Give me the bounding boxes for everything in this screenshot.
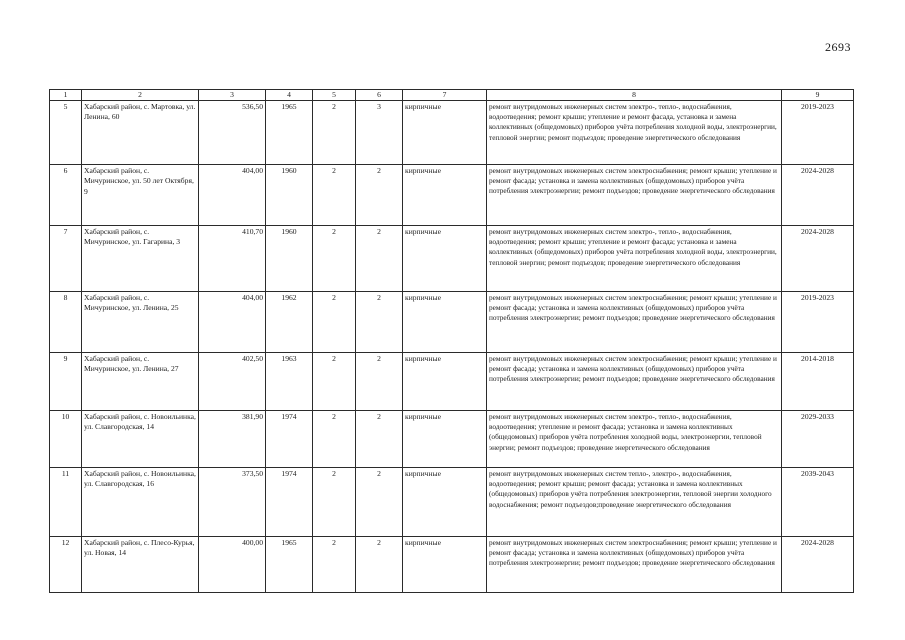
repair-works-cell: ремонт внутридомовых инженерных систем тепло-, электро-, водоснабжения, водоотведения; ремонт крыши; ремонт фасада; установка и замена коллективных (общедомовых) приборов учёта потребления электроэнергии, тепловой энергии холодного водоснабжения; ремонт подъездов;проведение энергетического обследования: [487, 468, 782, 537]
column-header: 6: [356, 90, 403, 101]
address-cell: Хабарский район, с. Мичуринское, ул. Гагарина, 3: [82, 226, 199, 292]
housing-repair-table: [49, 89, 854, 593]
period-cell: 2024-2028: [782, 226, 854, 292]
period-cell: 2029-2033: [782, 411, 854, 468]
period-cell: 2019-2023: [782, 101, 854, 165]
row-number: 9: [50, 353, 82, 411]
address-cell: Хабарский район, с. Мартовка, ул. Ленина, 60: [82, 101, 199, 165]
repair-works-cell: ремонт внутридомовых инженерных систем электро-, тепло-, водоснабжения, водоотведения; ремонт крыши; утепление и ремонт фасада; установка и замена коллективных (общедомовых) приборов учёта потребления холодной воды, электроэнергии, тепловой энергии; ремонт подъездов; проведение энергетического обследования: [487, 226, 782, 292]
period-cell: 2024-2028: [782, 537, 854, 593]
period-cell: 2014-2018: [782, 353, 854, 411]
material-cell: кирпичные: [403, 468, 487, 537]
entrances-cell: 2: [356, 537, 403, 593]
table-row: [50, 411, 854, 468]
column-header: 7: [403, 90, 487, 101]
floors-cell: 2: [313, 101, 356, 165]
floors-cell: 2: [313, 292, 356, 353]
floors-cell: 2: [313, 468, 356, 537]
entrances-cell: 2: [356, 353, 403, 411]
period-cell: 2039-2043: [782, 468, 854, 537]
row-number: 6: [50, 165, 82, 226]
area-cell: 410,70: [199, 226, 266, 292]
period-cell: 2019-2023: [782, 292, 854, 353]
area-cell: 404,00: [199, 165, 266, 226]
floors-cell: 2: [313, 226, 356, 292]
floors-cell: 2: [313, 411, 356, 468]
entrances-cell: 2: [356, 226, 403, 292]
floors-cell: 2: [313, 353, 356, 411]
entrances-cell: 2: [356, 165, 403, 226]
period-cell: 2024-2028: [782, 165, 854, 226]
area-cell: 402,50: [199, 353, 266, 411]
year-cell: 1965: [266, 537, 313, 593]
repair-works-cell: ремонт внутридомовых инженерных систем электроснабжения; ремонт крыши; утепление и ремонт фасада; установка и замена коллективных (общедомовых) приборов учёта потребления электроэнергии; ремонт подъездов; проведение энергетического обследования: [487, 165, 782, 226]
repair-works-cell: ремонт внутридомовых инженерных систем электроснабжения; ремонт крыши; утепление и ремонт фасада; установка и замена коллективных (общедомовых) приборов учёта потребления электроэнергии; ремонт подъездов; проведение энергетического обследования: [487, 537, 782, 593]
row-number: 7: [50, 226, 82, 292]
material-cell: кирпичные: [403, 537, 487, 593]
address-cell: Хабарский район, с. Мичуринское, ул. Ленина, 27: [82, 353, 199, 411]
address-cell: Хабарский район, с. Мичуринское, ул. Ленина, 25: [82, 292, 199, 353]
floors-cell: 2: [313, 537, 356, 593]
floors-cell: 2: [313, 165, 356, 226]
material-cell: кирпичные: [403, 353, 487, 411]
table-row: [50, 165, 854, 226]
material-cell: кирпичные: [403, 101, 487, 165]
year-cell: 1974: [266, 411, 313, 468]
entrances-cell: 3: [356, 101, 403, 165]
table-row: [50, 101, 854, 165]
row-number: 10: [50, 411, 82, 468]
row-number: 12: [50, 537, 82, 593]
entrances-cell: 2: [356, 411, 403, 468]
row-number: 11: [50, 468, 82, 537]
entrances-cell: 2: [356, 292, 403, 353]
address-cell: Хабарский район, с. Плесо-Курья, ул. Новая, 14: [82, 537, 199, 593]
address-cell: Хабарский район, с. Мичуринское, ул. 50 лет Октября, 9: [82, 165, 199, 226]
column-header: 5: [313, 90, 356, 101]
material-cell: кирпичные: [403, 411, 487, 468]
column-header: 8: [487, 90, 782, 101]
year-cell: 1965: [266, 101, 313, 165]
column-number-header-row: [50, 90, 854, 101]
year-cell: 1960: [266, 226, 313, 292]
table-row: [50, 353, 854, 411]
year-cell: 1974: [266, 468, 313, 537]
area-cell: 404,00: [199, 292, 266, 353]
table-row: [50, 226, 854, 292]
table-row: [50, 468, 854, 537]
column-header: 3: [199, 90, 266, 101]
row-number: 5: [50, 101, 82, 165]
area-cell: 536,50: [199, 101, 266, 165]
area-cell: 400,00: [199, 537, 266, 593]
material-cell: кирпичные: [403, 292, 487, 353]
repair-works-cell: ремонт внутридомовых инженерных систем электро-, тепло-, водоснабжения, водоотведения; утепление и ремонт фасада; установка и замена коллективных (общедомовых) приборов учёта потребления холодной воды, электроэнергии, тепловой энергии; ремонт подъездов; проведение энергетического обследования: [487, 411, 782, 468]
column-header: 2: [82, 90, 199, 101]
address-cell: Хабарский район, с. Новоильинка, ул. Славгородская, 16: [82, 468, 199, 537]
column-header: 1: [50, 90, 82, 101]
repair-works-cell: ремонт внутридомовых инженерных систем электроснабжения; ремонт крыши; утепление и ремонт фасада; установка и замена коллективных (общедомовых) приборов учёта потребления электроэнергии; ремонт подъездов; проведение энергетического обследования: [487, 353, 782, 411]
row-number: 8: [50, 292, 82, 353]
column-header: 4: [266, 90, 313, 101]
page-number: 2693: [825, 40, 851, 54]
table-row: [50, 537, 854, 593]
material-cell: кирпичные: [403, 226, 487, 292]
year-cell: 1960: [266, 165, 313, 226]
area-cell: 373,50: [199, 468, 266, 537]
entrances-cell: 2: [356, 468, 403, 537]
year-cell: 1963: [266, 353, 313, 411]
repair-works-cell: ремонт внутридомовых инженерных систем электроснабжения; ремонт крыши; утепление и ремонт фасада; установка и замена коллективных (общедомовых) приборов учёта потребления электроэнергии; ремонт подъездов; проведение энергетического обследования: [487, 292, 782, 353]
material-cell: кирпичные: [403, 165, 487, 226]
table-row: [50, 292, 854, 353]
area-cell: 381,90: [199, 411, 266, 468]
address-cell: Хабарский район, с. Новоильинка, ул. Славгородская, 14: [82, 411, 199, 468]
year-cell: 1962: [266, 292, 313, 353]
repair-works-cell: ремонт внутридомовых инженерных систем электро-, тепло-, водоснабжения, водоотведения; ремонт крыши; утепление и ремонт фасада, установка и замена коллективных (общедомовых) приборов учёта потребления холодной воды, электроэнергии, тепловой энергии; ремонт подъездов; проведение энергетического обследования: [487, 101, 782, 165]
column-header: 9: [782, 90, 854, 101]
